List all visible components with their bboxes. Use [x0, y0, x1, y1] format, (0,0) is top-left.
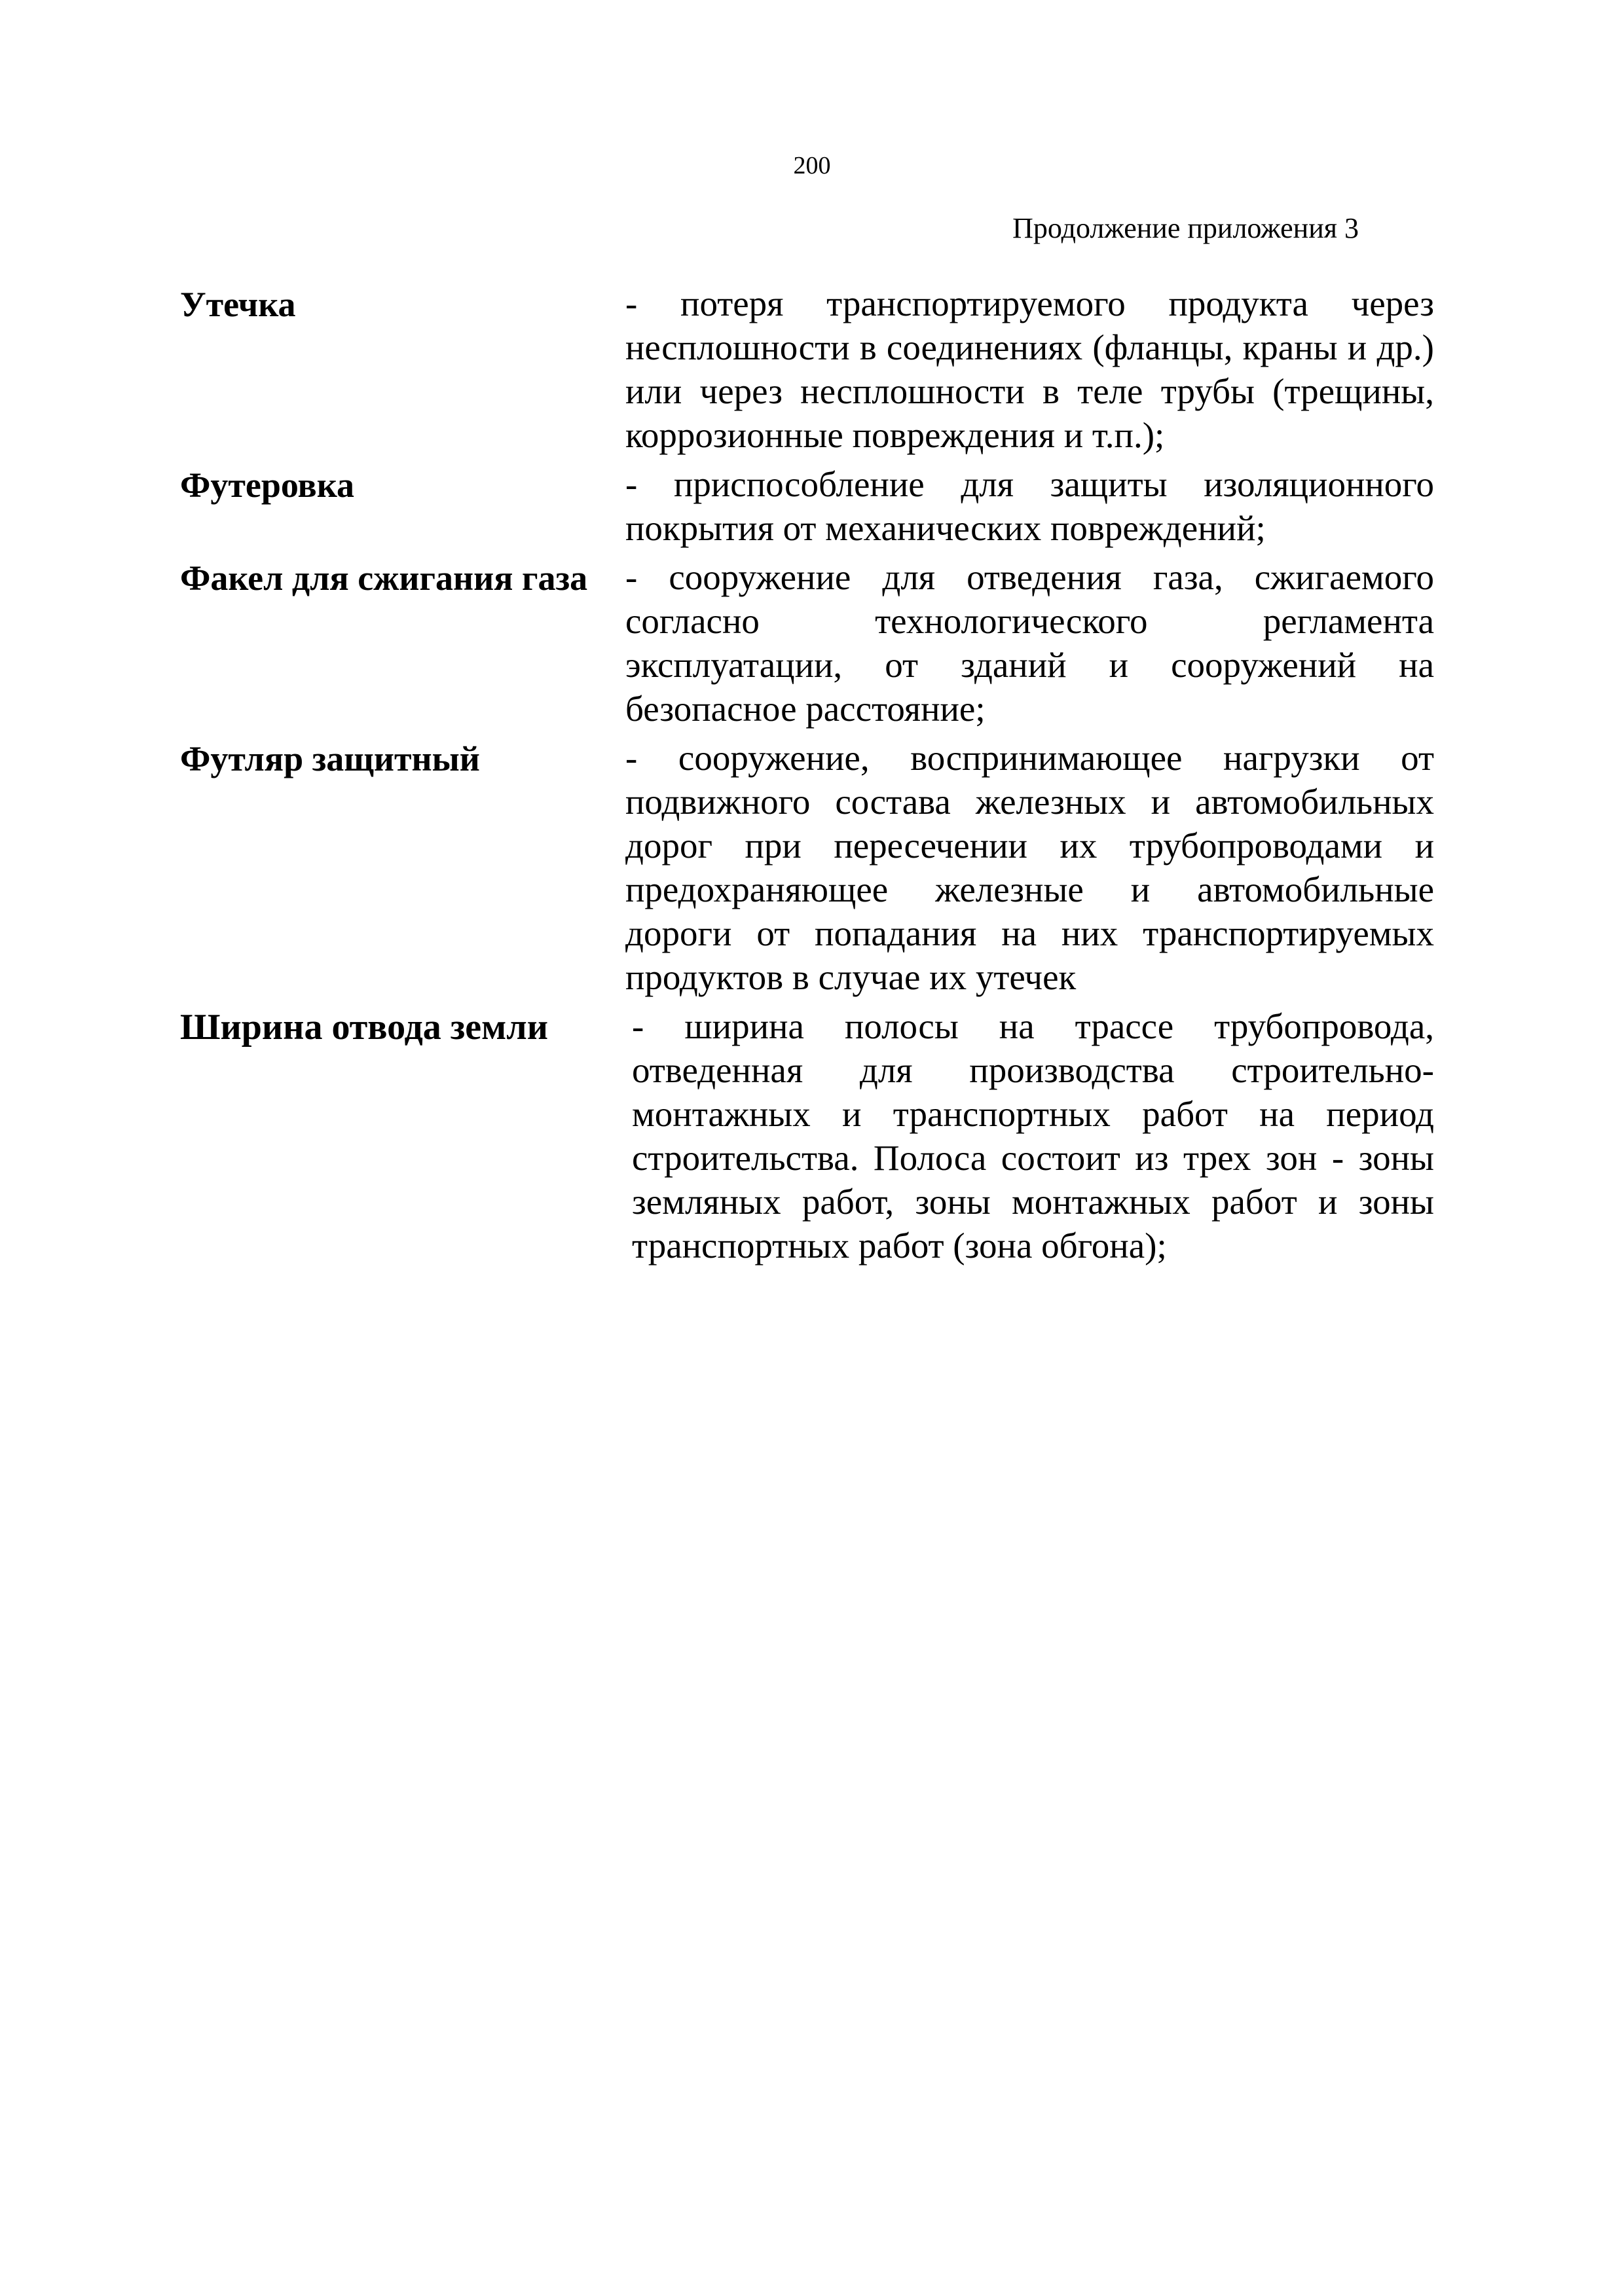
glossary-entry: [180, 1004, 1434, 1267]
glossary-term: Утечка: [180, 285, 296, 324]
page-number: 200: [793, 152, 831, 179]
glossary-term: Факел для сжигания газа: [180, 558, 588, 598]
glossary-term: Футляр защитный: [180, 739, 480, 778]
glossary-list: [180, 282, 1434, 1273]
glossary-definition: - сооружение, воспринимающее нагрузки от подвижного состава железных и автомобильных дорог при пересечении их трубопроводами и предохраняющее железные и автомобильные дороги от попадания на них транспортируемых продуктов в случае их утечек: [625, 738, 1434, 997]
glossary-definition: - ширина полосы на трассе трубопровода, отведенная для производства строительно-монтажных и транспортных работ на период строительства. Полоса состоит из трех зон - зоны земляных работ, зоны монтажных работ и зоны транспортных работ (зона обгона);: [632, 1006, 1434, 1266]
glossary-definition: - сооружение для отведения газа, сжигаемого согласно технологического регламента эксплуатации, от зданий и сооружений на безопасное расстояние;: [625, 557, 1434, 729]
glossary-entry: [180, 555, 1434, 731]
glossary-entry: [180, 462, 1434, 550]
glossary-entry: [180, 736, 1434, 999]
glossary-term: Ширина отвода земли: [180, 1007, 548, 1048]
glossary-definition: - потеря транспортируемого продукта через несплошности в соединениях (фланцы, краны и др.) или через несплошности в теле трубы (трещины, коррозионные повреждения и т.п.);: [625, 283, 1434, 455]
glossary-entry: [180, 282, 1434, 457]
glossary-definition: - приспособление для защиты изоляционного покрытия от механических повреждений;: [625, 464, 1434, 548]
continuation-note: Продолжение приложения 3: [1012, 212, 1359, 244]
glossary-term: Футеровка: [180, 465, 355, 505]
